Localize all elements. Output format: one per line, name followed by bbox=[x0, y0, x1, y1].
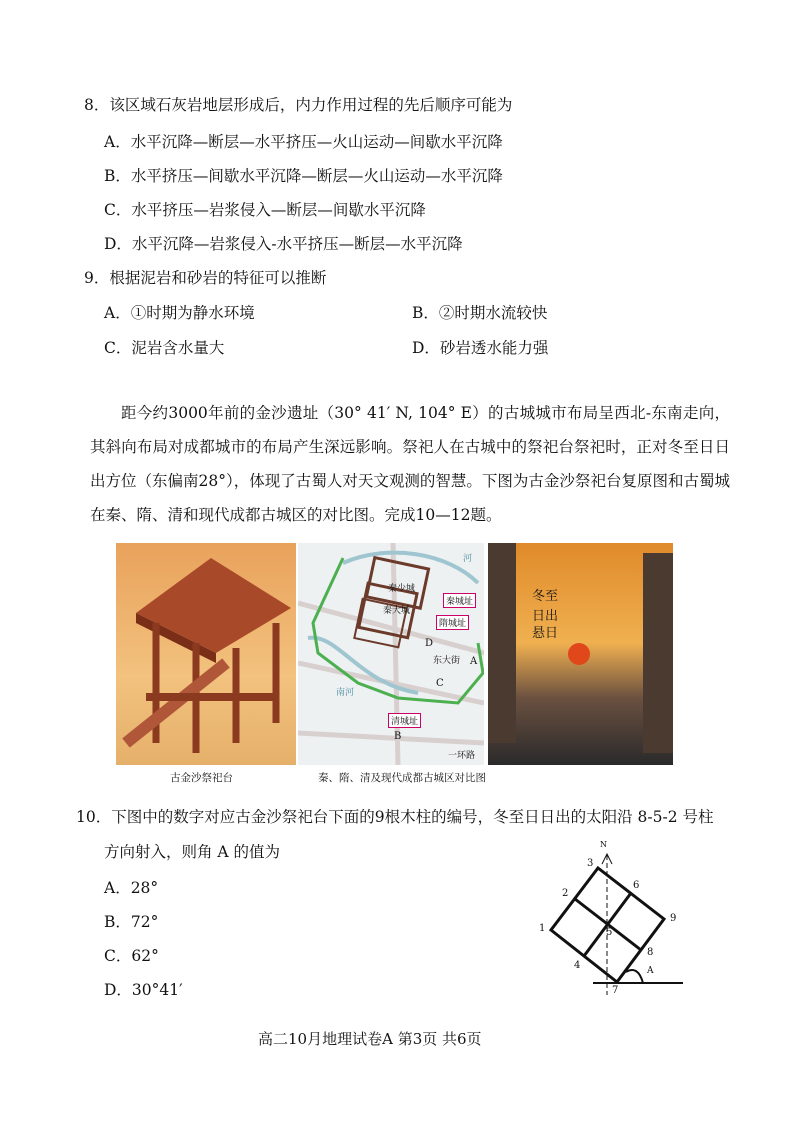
q8-option-c: C．水平挤压—岩浆侵入—断层—间歇水平沉降 bbox=[104, 201, 426, 219]
q10-option-c: C．62° bbox=[104, 947, 159, 965]
q10-option-d: D．30°41′ bbox=[104, 981, 183, 999]
q8-option-a: A．水平沉降—断层—水平挤压—火山运动—间歇水平沉降 bbox=[104, 133, 503, 151]
q8-option-b: B．水平挤压—间歇水平沉降—断层—火山运动—水平沉降 bbox=[104, 167, 503, 185]
q10-stem-line1: 10．下图中的数字对应古金沙祭祀台下面的9根木柱的编号，冬至日日出的太阳沿 8-5-2 号柱 bbox=[76, 808, 714, 826]
q8-stem: 8．该区域石灰岩地层形成后，内力作用过程的先后顺序可能为 bbox=[84, 96, 513, 114]
map-label-big-city: 秦大城 bbox=[383, 606, 411, 616]
pillar-9: 9 bbox=[670, 913, 677, 924]
map-label-b: B bbox=[394, 731, 402, 742]
map-label-sui: 隋城址 bbox=[436, 615, 469, 630]
map-label-c: C bbox=[436, 678, 444, 689]
photo-text-1: 冬至 bbox=[532, 589, 559, 604]
pillar-2: 2 bbox=[562, 888, 569, 899]
photo-text-3: 悬日 bbox=[532, 626, 559, 641]
angle-a-label: A bbox=[647, 966, 654, 976]
map-label-qing: 清城址 bbox=[388, 713, 421, 728]
city-comparison-map bbox=[298, 543, 484, 765]
map-label-ring-road: 一环路 bbox=[448, 751, 476, 761]
pillar-6: 6 bbox=[633, 880, 640, 891]
pillar-5: 5 bbox=[606, 927, 613, 938]
q9-option-c: C．泥岩含水量大 bbox=[104, 339, 225, 357]
map-label-south-river: 南河 bbox=[336, 688, 355, 698]
map-label-small-city: 秦少城 bbox=[388, 584, 416, 594]
q9-option-d: D．砂岩透水能力强 bbox=[412, 339, 549, 357]
q9-stem: 9．根据泥岩和砂岩的特征可以推断 bbox=[84, 269, 327, 287]
pillar-8: 8 bbox=[647, 947, 654, 958]
photo-text-2: 日出 bbox=[532, 609, 559, 624]
pillar-4: 4 bbox=[574, 960, 581, 971]
map-label-river: 河 bbox=[463, 554, 473, 564]
altar-illustration bbox=[116, 543, 296, 765]
winter-solstice-sunrise-photo bbox=[488, 543, 673, 765]
q8-option-d: D．水平沉降—岩浆侵入-水平挤压—断层—水平沉降 bbox=[104, 235, 463, 253]
q10-option-a: A．28° bbox=[104, 879, 159, 897]
north-label: N bbox=[600, 840, 607, 849]
figure-caption-map: 秦、隋、清及现代成都古城区对比图 bbox=[318, 772, 486, 784]
pillar-7: 7 bbox=[612, 985, 619, 996]
figure-caption-altar: 古金沙祭祀台 bbox=[170, 772, 233, 784]
pillar-1: 1 bbox=[539, 923, 546, 934]
map-label-qin: 秦城址 bbox=[443, 593, 476, 608]
pillar-diagram bbox=[530, 840, 700, 1000]
q9-option-a: A．①时期为静水环境 bbox=[104, 304, 255, 322]
sun-icon bbox=[568, 643, 590, 665]
q10-stem-line2: 方向射入，则角 A 的值为 bbox=[104, 843, 281, 861]
q9-option-b: B．②时期水流较快 bbox=[412, 304, 548, 322]
reading-passage: 距今约3000年前的金沙遗址（30° 41′ N, 104° E）的古城城市布局呈西北-东南走向，其斜向布局对成都城市的布局产生深远影响。祭祀人在古城中的祭祀台祭祀时，正对冬至日日出方位（东偏南28°），体现了古蜀人对天文观测的智慧。下图为古金沙祭祀台复原图和古蜀城在秦、隋、清和现代成都古城区的对比图。完成10—12题。 bbox=[90, 404, 730, 524]
pillar-3: 3 bbox=[587, 858, 594, 869]
map-label-d: D bbox=[425, 638, 434, 649]
q10-option-b: B．72° bbox=[104, 913, 159, 931]
map-label-a: A bbox=[470, 656, 478, 667]
page-footer: 高二10月地理试卷A 第3页 共6页 bbox=[258, 1030, 482, 1048]
map-label-street: 东大街 bbox=[433, 656, 461, 666]
